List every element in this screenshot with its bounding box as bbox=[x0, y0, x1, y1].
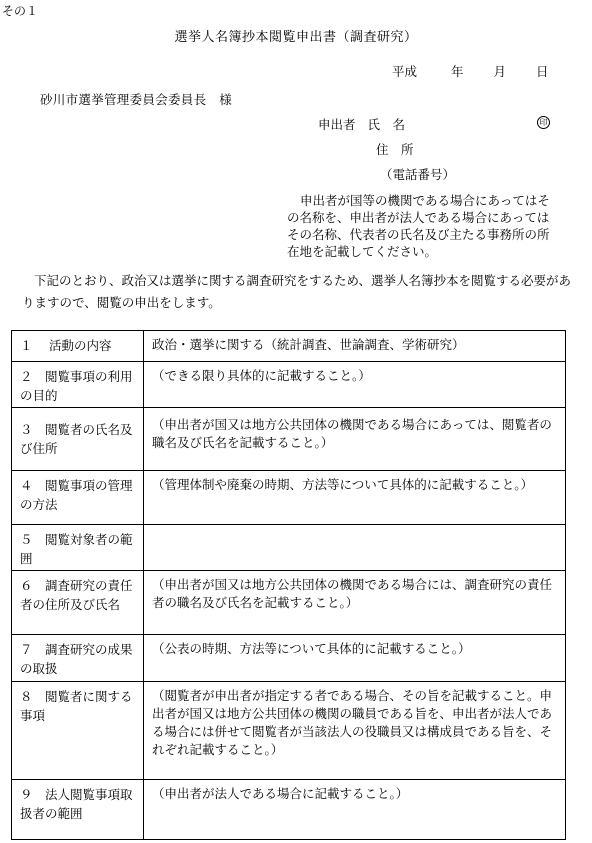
row-label: ５ 閲覧対象者の範囲 bbox=[20, 532, 133, 566]
phone-label: （電話番号） bbox=[380, 167, 456, 182]
row-label-cell bbox=[12, 408, 144, 471]
row-label: ７ 調査研究の成果の取扱 bbox=[20, 642, 133, 676]
request-statement: 下記のとおり、政治又は選挙に関する調査研究をするため、選挙人名簿抄本を閲覧する必要がありますので、閲覧の申出をします。 bbox=[22, 273, 572, 310]
row-content: （閲覧者が申出者が指定する者である場合、その旨を記載すること。申出者が国又は地方公共団体の機関の職員である旨を、申出者が法人である場合には併せて閲覧者が当該法人の役職員又は構成員である旨を、それぞれ記載すること。） bbox=[152, 688, 553, 757]
applicant-name-line bbox=[318, 115, 405, 133]
row-content-cell[interactable] bbox=[144, 408, 566, 471]
row-content: （申出者が国又は地方公共団体の機関である場合には、調査研究の責任者の職名及び氏名を記載すること。） bbox=[152, 577, 553, 610]
date-line bbox=[392, 62, 549, 80]
row-content: 政治・選挙に関する（統計調査、世論調査、学術研究） bbox=[152, 337, 465, 352]
row-label-cell bbox=[12, 780, 144, 840]
name-label: 氏 名 bbox=[367, 117, 406, 132]
row-label-cell bbox=[12, 635, 144, 682]
addressee: 砂川市選挙管理委員会委員長 様 bbox=[40, 92, 233, 107]
row-content bbox=[144, 525, 565, 530]
row-label: ３ 閲覧者の氏名及び住所 bbox=[20, 422, 133, 456]
row-label-cell bbox=[12, 571, 144, 635]
table-row bbox=[12, 471, 566, 525]
row-content-cell[interactable] bbox=[144, 571, 566, 635]
table-row bbox=[12, 362, 566, 408]
row-label-cell bbox=[12, 331, 144, 362]
applicant-note: 申出者が国等の機関である場合にあってはその名称を、申出者が法人である場合にあってはその名称、代表者の氏名及び主たる事務所の所在地を記載してください。 bbox=[287, 193, 550, 259]
row-label: ４ 閲覧事項の管理の方法 bbox=[20, 478, 133, 512]
date-year: 年 bbox=[451, 64, 464, 79]
table-row bbox=[12, 682, 566, 780]
row-label-cell bbox=[12, 682, 144, 780]
address-label: 住 所 bbox=[376, 142, 414, 157]
row-content-cell[interactable] bbox=[144, 362, 566, 408]
row-label: １ 活動の内容 bbox=[20, 338, 112, 353]
row-label: ２ 閲覧事項の利用の目的 bbox=[20, 369, 133, 403]
row-content: （管理体制や廃棄の時期、方法等について具体的に記載すること。） bbox=[152, 477, 534, 492]
row-content-cell[interactable] bbox=[144, 471, 566, 525]
row-label: ８ 閲覧者に関する事項 bbox=[20, 689, 133, 723]
row-content: （できる限り具体的に記載すること。） bbox=[152, 368, 371, 383]
row-label-cell bbox=[12, 471, 144, 525]
table-row bbox=[12, 635, 566, 682]
table-row bbox=[12, 408, 566, 471]
table-row bbox=[12, 571, 566, 635]
row-content-cell[interactable] bbox=[144, 682, 566, 780]
application-table bbox=[11, 330, 566, 840]
row-label-cell bbox=[12, 362, 144, 408]
row-content: （申出者が法人である場合に記載すること。） bbox=[152, 786, 409, 801]
row-content-cell[interactable] bbox=[144, 331, 566, 362]
row-content-cell[interactable] bbox=[144, 780, 566, 840]
row-content: （公表の時期、方法等について具体的に記載すること。） bbox=[152, 641, 471, 656]
row-content-cell[interactable] bbox=[144, 635, 566, 682]
date-month: 月 bbox=[493, 64, 507, 79]
row-content: （申出者が国又は地方公共団体の機関である場合にあっては、閲覧者の職名及び氏名を記載すること。） bbox=[152, 417, 552, 450]
row-label: ６ 調査研究の責任者の住所及び氏名 bbox=[20, 578, 133, 612]
form-number: その１ bbox=[2, 4, 39, 18]
seal-mark: 印 bbox=[537, 116, 550, 129]
row-content-cell[interactable] bbox=[144, 525, 566, 571]
table-row bbox=[12, 525, 566, 571]
applicant-label: 申出者 bbox=[318, 117, 356, 132]
table-row bbox=[12, 780, 566, 840]
row-label: ９ 法人閲覧事項取扱者の範囲 bbox=[20, 787, 133, 821]
table-row bbox=[12, 331, 566, 362]
date-day: 日 bbox=[536, 64, 549, 79]
date-era: 平成 bbox=[392, 64, 418, 79]
page-title: 選挙人名簿抄本閲覧申出書（調査研究） bbox=[174, 30, 418, 45]
row-label-cell bbox=[12, 525, 144, 571]
